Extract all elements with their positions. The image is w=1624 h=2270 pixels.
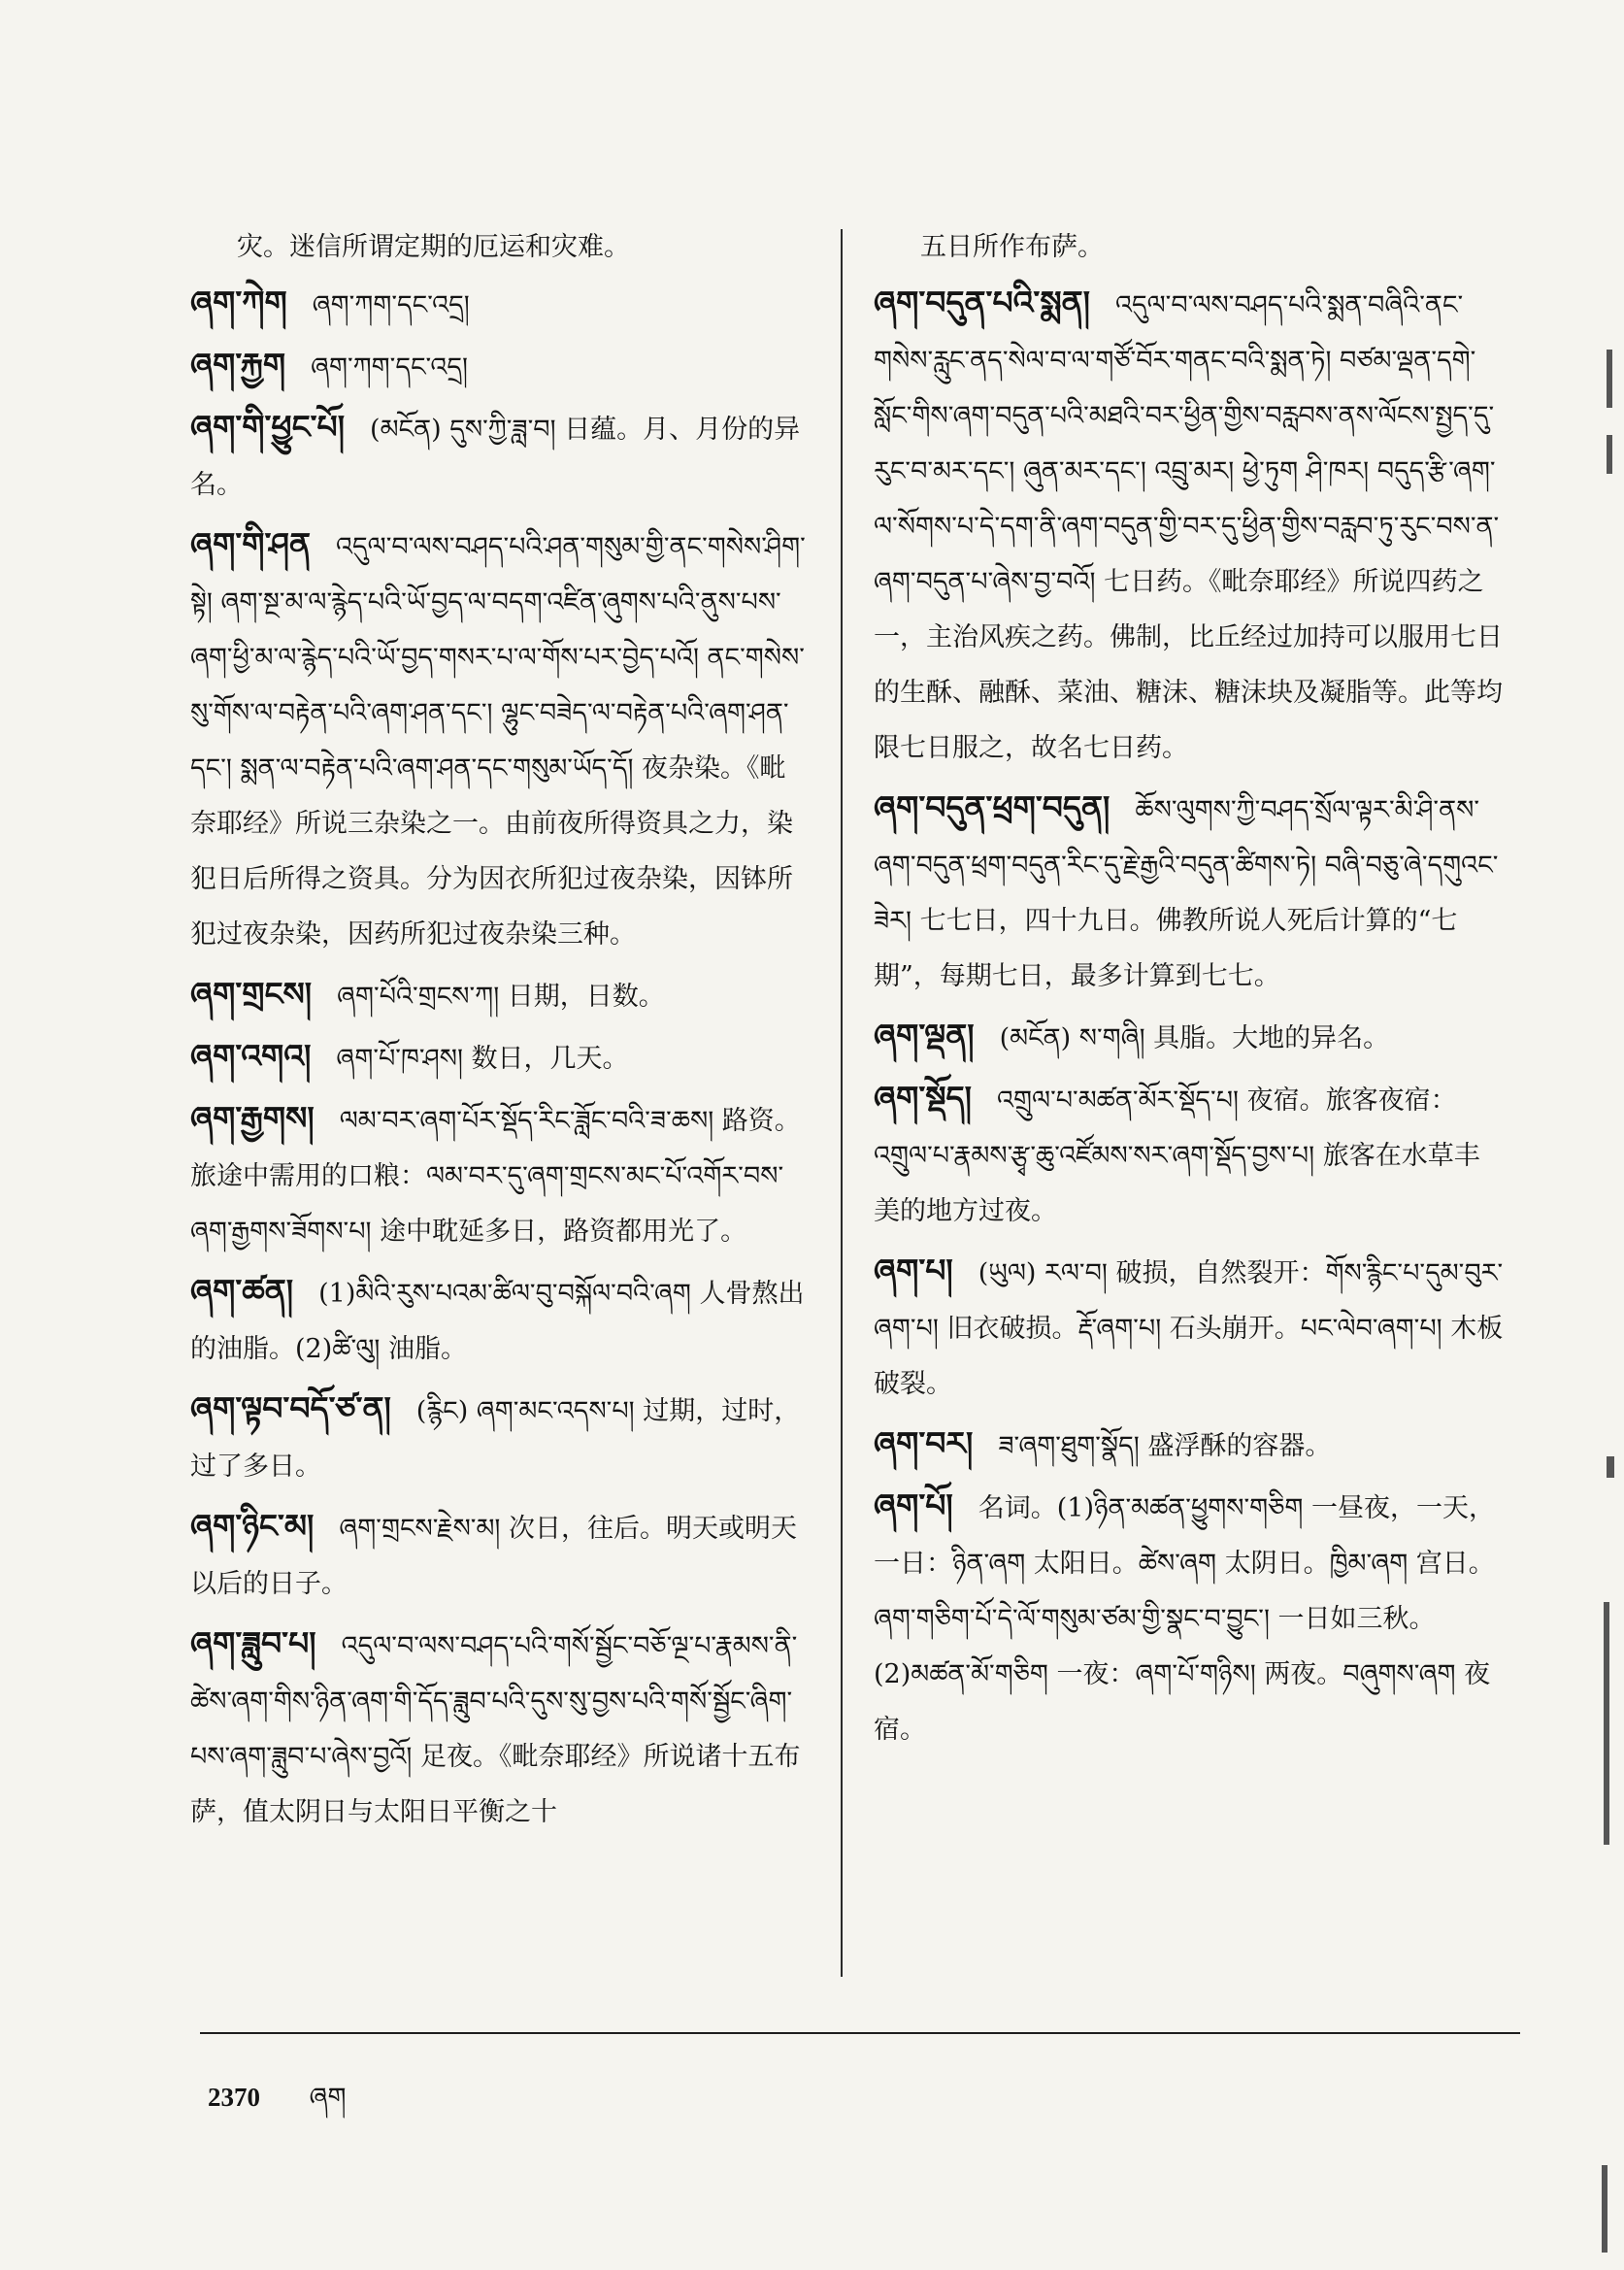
entry-headword: ཞག་ལྟབ་བདོ་ཙ་ན། — [190, 1389, 391, 1427]
entry-headword: ཞག་བར། — [874, 1424, 974, 1462]
dictionary-entry — [874, 1478, 1505, 1757]
entry-definition: ཟ་ཞག་ཐུག་སྣོད། 盛浮酥的容器。 — [998, 1431, 1332, 1461]
scan-edge-mark — [1607, 435, 1612, 474]
entry-definition: འདུལ་བ་ལས་བཤད་པའི་སྨན་བཞིའི་ནང་གསེས་རླུང་ནད་སེལ་བ་ལ་གཙོ་བོར་གནང་བའི་སྨན་ཏེ། བཙམ་ལྡན་དགེ་སློང་གིས་ཞག་བདུན་པའི་མཐའི་བར་ཕྱིན་གྱིས་བརླབས་ནས་ལོངས་སྤྱད་དུ་རུང་བ་མར་དང་། ཞུན་མར་དང་། འབྲུ་མར། ཕྱེ་ཏུག ཤི་ཁར། བདུད་རྩི་ཞག་ལ་སོགས་པ་དེ་དག་ནི་ཞག་བདུན་གྱི་བར་དུ་ཕྱིན་གྱིས་བརླབ་ཏུ་རུང་བས་ན་ཞག་བདུན་པ་ཞེས་བྱ་བའོ། 七日药。《毗奈耶经》所说四药之一，主治风疾之药。佛制，比丘经过加持可以服用七日的生酥、融酥、菜油、糖沫、糖沫块及凝脂等。此等均限七日服之，故名七日药。 — [874, 290, 1503, 763]
entry-definition: འདུལ་བ་ལས་བཤད་པའི་ཤན་གསུམ་གྱི་ནང་གསེས་ཤིག་སྟེ། ཞག་སྔ་མ་ལ་རྙེད་པའི་ཡོ་བྱད་ལ་བདག་འཛིན་ཞུགས་པའི་ནུས་པས་ཞག་ཕྱི་མ་ལ་རྙེད་པའི་ཡོ་བྱད་གསར་པ་ལ་གོས་པར་བྱེད་པའོ། ནང་གསེས་སུ་གོས་ལ་བརྟེན་པའི་ཞག་ཤན་དང་། ལྷུང་བཟེད་ལ་བརྟེན་པའི་ཞག་ཤན་དང་། སྨན་ལ་བརྟེན་པའི་ཞག་ཤན་དང་གསུམ་ཡོད་དོ། 夜杂染。《毗奈耶经》所说三杂染之一。由前夜所得资具之力，染犯日后所得之资具。分为因衣所犯过夜杂染，因钵所犯过夜杂染，因药所犯过夜杂染三种。 — [190, 532, 806, 950]
scan-edge-mark — [1604, 1602, 1609, 1845]
entry-headword: ཞག་བདུན་པའི་སྨན། — [874, 284, 1090, 321]
entry-headword: ཞག་རྐྱག — [190, 346, 286, 384]
entry-definition: ཞག་པོའི་གྲངས་ཀ། 日期，日数。 — [337, 982, 665, 1012]
entry-definition: ཞག་པོ་ཁ་ཤས། 数日，几天。 — [336, 1044, 629, 1074]
page-number: 2370 — [208, 2083, 260, 2112]
entry-definition: 名词。(1)ཉིན་མཚན་ཕྱུགས་གཅིག 一昼夜，一天，一日：ཉིན་ཞག 太阳日。ཚེས་ཞག 太阴日。ཁྱིམ་ཞག 宫日。ཞག་གཅིག་པོ་དེ་ལོ་གསུམ་ཙམ་གྱི་སྣང་བ་བྱུང་། 一日如三秋。(2)མཚན་མོ་གཅིག 一夜：ཞག་པོ་གཉིས། 两夜。བཞུགས་ཞག 夜宿。 — [874, 1493, 1495, 1745]
dictionary-entry — [874, 1070, 1505, 1239]
entry-headword: ཞག་གི་ཕྱུང་པོ། — [190, 408, 346, 446]
entry-headword: ཞག་གི་ཤན — [190, 525, 311, 563]
dictionary-entry — [874, 1243, 1505, 1412]
entry-headword: ཞག་ཚན། — [190, 1272, 294, 1310]
entry-headword: ཞག་གྲངས། — [190, 975, 313, 1013]
dictionary-entry — [190, 1263, 812, 1377]
footer-rule — [200, 2032, 1520, 2034]
entry-headword: ཞག་ལྡན། — [874, 1017, 975, 1054]
entry-headword: ཞག་བདུན་ཕྲག་བདུན། — [874, 788, 1110, 826]
dictionary-entry — [190, 1498, 812, 1612]
entry-definition: (ཡུལ) རལ་བ། 破损，自然裂开：གོས་རྙིང་པ་དུམ་བུར་ཞག་པ། 旧衣破损。རྡོ་ཞག་པ། 石头崩开。པང་ལེབ་ཞག་པ། 木板破裂。 — [874, 1258, 1504, 1399]
entry-headword: ཞག་འགའ། — [190, 1037, 312, 1075]
entry-definition: འདུལ་བ་ལས་བཤད་པའི་གསོ་སྦྱོང་བཅོ་ལྔ་པ་རྣམས་ནི་ཚེས་ཞག་གིས་ཉིན་ཞག་གི་དོད་ཟླུབ་པའི་དུས་སུ་བྱས་པའི་གསོ་སྦྱོང་ཞིག་པས་ཞག་ཟླུབ་པ་ཞེས་བྱའོ། 足夜。《毗奈耶经》所说诸十五布萨，值太阴日与太阳日平衡之十 — [190, 1631, 801, 1827]
entry-headword: ཞག་སྡོད། — [874, 1079, 972, 1117]
entry-definition: (1)མིའི་རུས་པའམ་ཚིལ་བུ་བསྐོལ་བའི་ཞག 人骨熬出的油脂。(2)ཚི་ལུ། 油脂。 — [190, 1279, 805, 1364]
entry-definition: ཆོས་ལུགས་ཀྱི་བཤད་སྲོལ་ལྟར་མི་ཤི་ནས་ཞག་བདུན་ཕྲག་བདུན་རིང་དུ་རྗེ་རྒྱའི་བདུན་ཚིགས་ཏེ། བཞི་བཅུ་ཞེ་དགུའང་ཟེར། 七七日，四十九日。佛教所说人死后计算的“七期”，每期七日，最多计算到七七。 — [874, 795, 1499, 991]
dictionary-entry — [874, 1008, 1505, 1066]
dictionary-entry — [874, 1416, 1505, 1474]
dictionary-entry — [190, 337, 812, 395]
scan-edge-mark — [1607, 350, 1612, 408]
entry-definition: (མངོན) ས་གཞི། 具脂。大地的异名。 — [999, 1023, 1390, 1053]
left-column — [190, 219, 812, 1844]
entry-definition: ལམ་བར་ཞག་པོར་སྡོད་རིང་ཟློང་བའི་ཟ་ཆས། 路资。旅途中需用的口粮：ལམ་བར་དུ་ཞག་གྲངས་མང་པོ་འགོར་བས་ཞག་རྒྱགས་ཟོགས་པ། 途中耽延多日，路资都用光了。 — [190, 1106, 801, 1247]
dictionary-entry — [874, 275, 1505, 776]
right-column — [874, 219, 1505, 1761]
dictionary-entry — [190, 1381, 812, 1494]
dictionary-entry — [190, 1028, 812, 1086]
dictionary-entry — [190, 517, 812, 962]
entry-definition: འགྲུལ་པ་མཚན་མོར་སྡོད་པ། 夜宿。旅客夜宿：འགྲུལ་པ་རྣམས་རྩྭ་ཆུ་འཛོམས་སར་ཞག་སྡོད་བྱས་པ། 旅客在水草丰美的地方过夜。 — [874, 1085, 1480, 1226]
entry-headword: ཞག་ཀེག — [190, 284, 287, 321]
column-divider — [841, 229, 843, 1977]
right-entry-list — [874, 275, 1505, 1757]
page-footer — [208, 2068, 347, 2142]
dictionary-entry — [190, 966, 812, 1024]
entry-headword: ཞག་ཟླུབ་པ། — [190, 1624, 316, 1662]
entry-definition: ཞག་ཀག་དང་འདྲ། — [312, 290, 470, 320]
dictionary-entry — [190, 1090, 812, 1259]
left-continuation-text: 灾。迷信所谓定期的厄运和灾难。 — [237, 232, 630, 262]
entry-headword: ཞག་ཉིང་མ། — [190, 1507, 315, 1545]
dictionary-entry — [190, 1616, 812, 1840]
left-entry-list — [190, 275, 812, 1840]
entry-headword: ཞག་པ། — [874, 1252, 953, 1289]
right-continuation-text: 五日所作布萨。 — [920, 232, 1104, 262]
entry-definition: (མངོན) དུས་ཀྱི་ཟླ་བ། 日蕴。月、月份的异名。 — [190, 415, 801, 500]
dictionary-entry — [190, 275, 812, 333]
scan-edge-mark — [1602, 2165, 1607, 2253]
running-head-word: ཞག — [309, 2083, 347, 2113]
entry-headword: ཞག་པོ། — [874, 1486, 953, 1524]
dictionary-entry — [190, 399, 812, 513]
dictionary-entry — [874, 780, 1505, 1004]
entry-definition: ཞག་ཀག་དང་འདྲ། — [311, 352, 469, 383]
entry-headword: ཞག་རྒྱགས། — [190, 1099, 315, 1137]
entry-definition: (རྙིང) ཞག་མང་འདས་པ། 过期，过时，过了多日。 — [190, 1396, 801, 1482]
scan-edge-mark — [1607, 1456, 1614, 1478]
entry-definition: ཞག་གྲངས་རྗེས་མ། 次日，往后。明天或明天以后的日子。 — [190, 1514, 797, 1599]
